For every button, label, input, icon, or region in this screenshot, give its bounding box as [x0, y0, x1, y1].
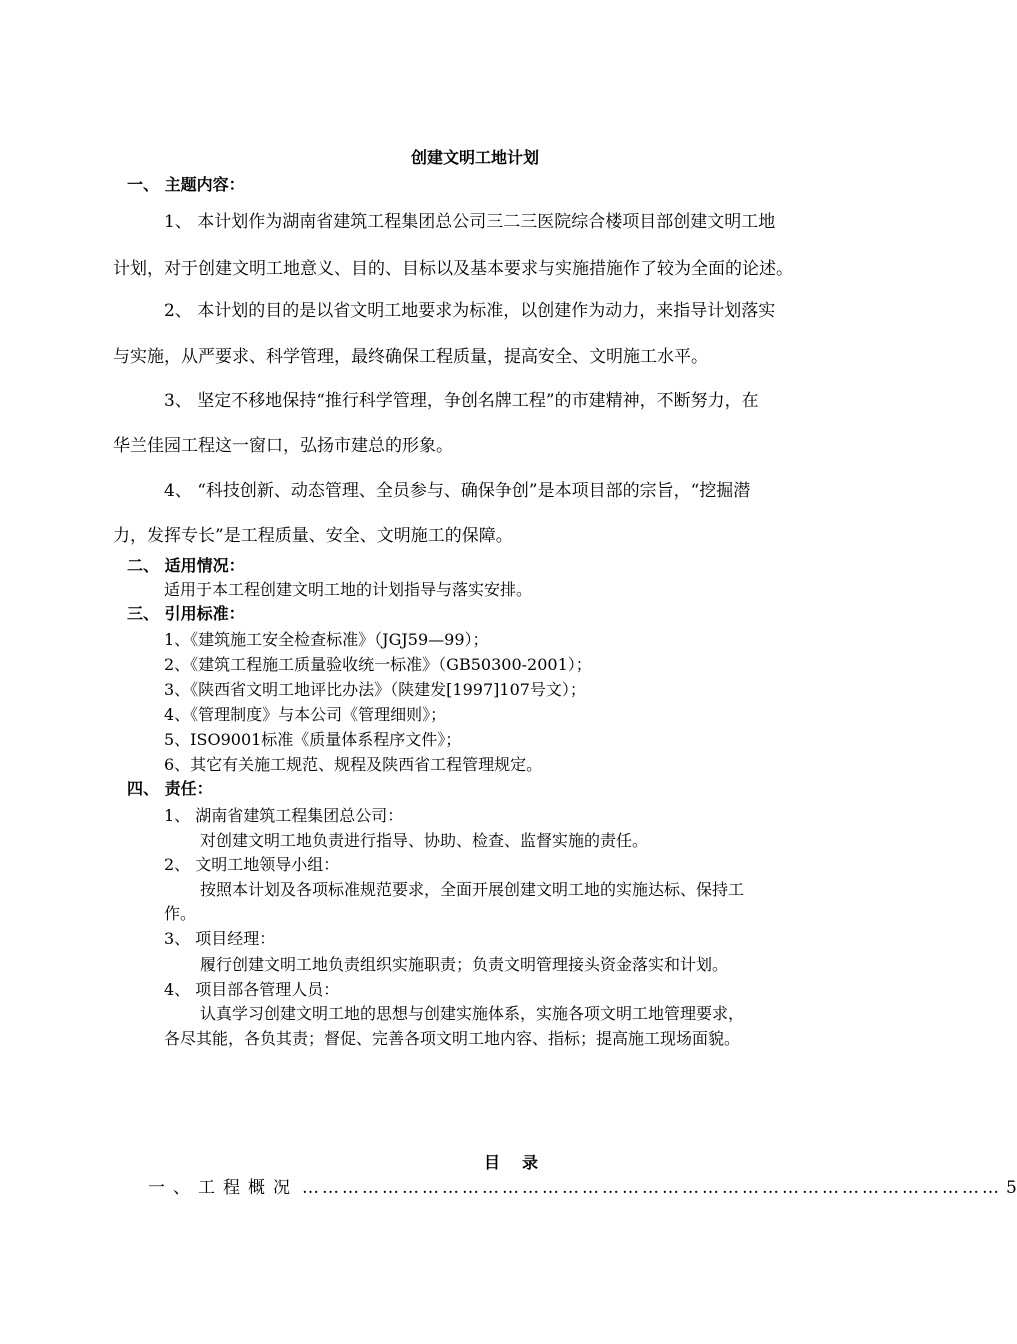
r3-title: 3、 项目经理： [164, 929, 276, 948]
s1-paragraph-1-line-1: 1、 本计划作为湖南省建筑工程集团总公司三二三医院综合楼项目部创建文明工地 [164, 212, 776, 232]
s1-paragraph-3-line-1: 3、 坚定不移地保持“推行科学管理，争创名牌工程”的市建精神，不断努力，在 [164, 391, 759, 411]
standard-item: 5、ISO9001标准《质量体系程序文件》； [164, 730, 462, 749]
r1-title: 1、 湖南省建筑工程集团总公司： [164, 806, 404, 825]
page-title: 创建文明工地计划 [410, 148, 539, 167]
toc-title: 目录 [484, 1153, 561, 1172]
standard-item: 4、《管理制度》与本公司《管理细则》； [164, 705, 447, 724]
section-1-heading: 一、 主题内容： [127, 175, 245, 194]
s2-text: 适用于本工程创建文明工地的计划指导与落实安排。 [164, 580, 533, 599]
s1-paragraph-1-line-2: 计划，对于创建文明工地意义、目的、目标以及基本要求与实施措施作了较为全面的论述。 [113, 259, 793, 279]
r4-text-line-2: 各尽其能，各负其责；督促、完善各项文明工地内容、指标；提高施工现场面貌。 [164, 1029, 741, 1048]
s1-paragraph-4-line-1: 4、 “科技创新、动态管理、全员参与、确保争创”是本项目部的宗旨，“挖掘潜 [164, 481, 751, 501]
r3-text: 履行创建文明工地负责组织实施职责；负责文明管理接头资金落实和计划。 [200, 955, 729, 974]
toc-entry-page: 5 [1006, 1178, 1017, 1198]
toc-entry[interactable] [148, 1177, 1017, 1199]
s1-paragraph-4-line-2: 力，发挥专长”是工程质量、安全、文明施工的保障。 [113, 526, 513, 546]
section-3-heading: 三、 引用标准： [127, 604, 245, 623]
r4-title: 4、 项目部各管理人员： [164, 980, 340, 999]
s1-paragraph-2-line-2: 与实施，从严要求、科学管理，最终确保工程质量，提高安全、文明施工水平。 [113, 347, 708, 367]
standard-item: 1、《建筑施工安全检查标准》（JGJ59—99）； [164, 630, 489, 649]
r2-text-line-2: 作。 [164, 904, 197, 923]
section-4-heading: 四、 责任： [127, 779, 213, 798]
r1-text: 对创建文明工地负责进行指导、协助、检查、监督实施的责任。 [200, 831, 649, 850]
standard-item: 6、其它有关施工规范、规程及陕西省工程管理规定。 [164, 755, 543, 774]
standard-item: 2、《建筑工程施工质量验收统一标准》（GB50300-2001）； [164, 655, 592, 674]
s1-paragraph-2-line-1: 2、 本计划的目的是以省文明工地要求为标准，以创建作为动力，来指导计划落实 [164, 301, 776, 321]
toc-entry-label: 一、工程概况 [148, 1178, 298, 1198]
section-2-heading: 二、 适用情况： [127, 556, 245, 575]
s1-paragraph-3-line-2: 华兰佳园工程这一窗口，弘扬市建总的形象。 [113, 436, 453, 456]
r4-text-line-1: 认真学习创建文明工地的思想与创建实施体系，实施各项文明工地管理要求， [200, 1004, 745, 1023]
toc-entry-dots: …………………………………………………………………………………………… [302, 1178, 1002, 1198]
r2-text-line-1: 按照本计划及各项标准规范要求，全面开展创建文明工地的实施达标、保持工 [200, 880, 745, 899]
standard-item: 3、《陕西省文明工地评比办法》（陕建发[1997]107号文）； [164, 680, 586, 699]
r2-title: 2、 文明工地领导小组： [164, 855, 340, 874]
